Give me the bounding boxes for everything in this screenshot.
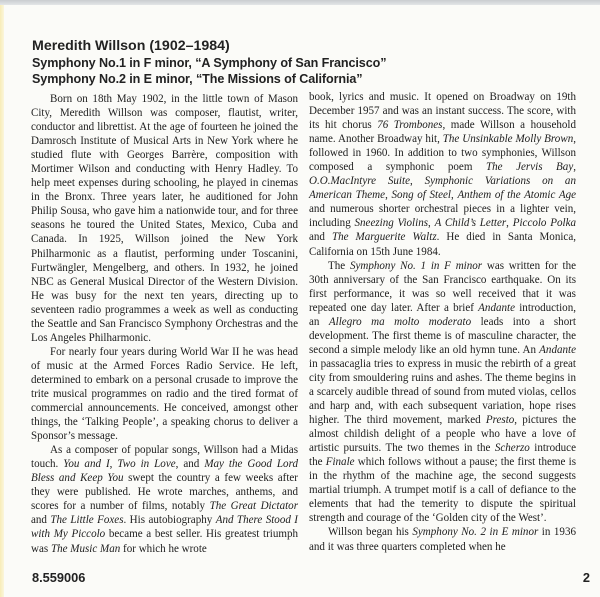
page-number: 2 — [582, 570, 590, 585]
left-column — [31, 92, 298, 556]
paragraph-wartime: For nearly four years during World War II he was head of music at the Armed Forces Radio Service. He left, determined to embark on a personal crusade to improve the trite musical programmes on radio and the tired format of commercial announcements. He conceived, amongst other things, the ‘Talking People’, a speaking chorus to deliver a Sponsor’s message. — [31, 345, 298, 443]
composer-title: Meredith Willson (1902–1984) — [32, 38, 230, 54]
right-column — [309, 90, 576, 554]
work-title-2: Symphony No.2 in E minor, “The Missions of California” — [32, 72, 363, 86]
paragraph-symphony-1: The Symphony No. 1 in F minor was written for the 30th anniversary of the San Francisco earthquake. On its first performance, it was so well received that it was repeated one day later. After a brief Andante introduction, an Allegro ma molto moderato leads into a short development. The first theme is of masculine character, the second a simple melody like an old hymn tune. An Andante in passacaglia tries to express in music the rebirth of a great city from smouldering ruins and ashes. The theme begins in a scarcely audible thread of sound from muted violas, cellos and harp and, with each subsequent variation, hope rises higher. The third movement, marked Presto, pictures the almost childish delight of a people who have a love of artistic pursuits. The two themes in the Scherzo introduce the Finale which follows without a pause; the first theme is in the rhythm of the machine age, the second suggests martial triumph. A trumpet motif is a call of defiance to the elements that had the temerity to dispute the spiritual strength and courage of the ‘Golden city of the West’. — [309, 259, 577, 525]
header — [32, 37, 386, 87]
work-title-1: Symphony No.1 in F minor, “A Symphony of San Francisco” — [32, 56, 387, 70]
paragraph-broadway: book, lyrics and music. It opened on Broadway on 19th December 1957 and was an instant success. The score, with its hit chorus 76 Trombones, made Willson a household name. Another Broadway hit, The Unsinkable Molly Brown, followed in 1960. In addition to two symphonies, Willson composed a symphonic poem The Jervis Bay, O.O.MacIntyre Suite, Symphonic Variations on an American Theme, Song of Steel, Anthem of the Atomic Age and numerous shorter orchestral pieces in a lighter vein, including Sneezing Violins, A Child’s Letter, Piccolo Polka and The Marguerite Waltz. He died in Santa Monica, California on 15th June 1984. — [309, 91, 576, 258]
paragraph-symphony-2: Willson began his Symphony No. 2 in E minor in 1936 and it was three quarters completed when he — [309, 526, 577, 553]
top-border — [0, 0, 600, 5]
left-edge-stripe — [0, 5, 4, 597]
catalog-number: 8.559006 — [32, 570, 86, 585]
paragraph-biography: Born on 18th May 1902, in the little town of Mason City, Meredith Willson was composer, flautist, writer, conductor and librettist. At the age of fourteen he joined the Damrosch Institute of Musical Arts in New York where he studied flute with Georges Barrère, composition with Mortimer Wilson and conducting with Henry Hadley. To help meet expenses during schooling, he played in cinemas in the Bronx. Three years later, he auditioned for John Philip Sousa, who gave him a nationwide tour, and for three seasons he toured the United States, Mexico, Cuba and Canada. In 1925, Willson joined the New York Philharmonic as a flautist, performing under Toscanini, Furtwängler, Mengelberg, and others. In 1932, he joined NBC as General Musical Director of the Western Division. He was busy for the next ten years, directing up to seventeen radio programmes a week as well as conducting the Seattle and San Francisco Symphony Orchestras and the Los Angeles Philharmonic. — [31, 93, 298, 344]
paragraph-popular-songs: As a composer of popular songs, Willson had a Midas touch. You and I, Two in Love, and May the Good Lord Bless and Keep You swept the country a few weeks after they were published. He wrote marches, anthems, and scores for a number of films, notably The Great Dictator and The Little Foxes. His autobiography And There Stood I with My Piccolo became a best seller. His greatest triumph was The Music Man for which he wrote — [31, 444, 299, 555]
